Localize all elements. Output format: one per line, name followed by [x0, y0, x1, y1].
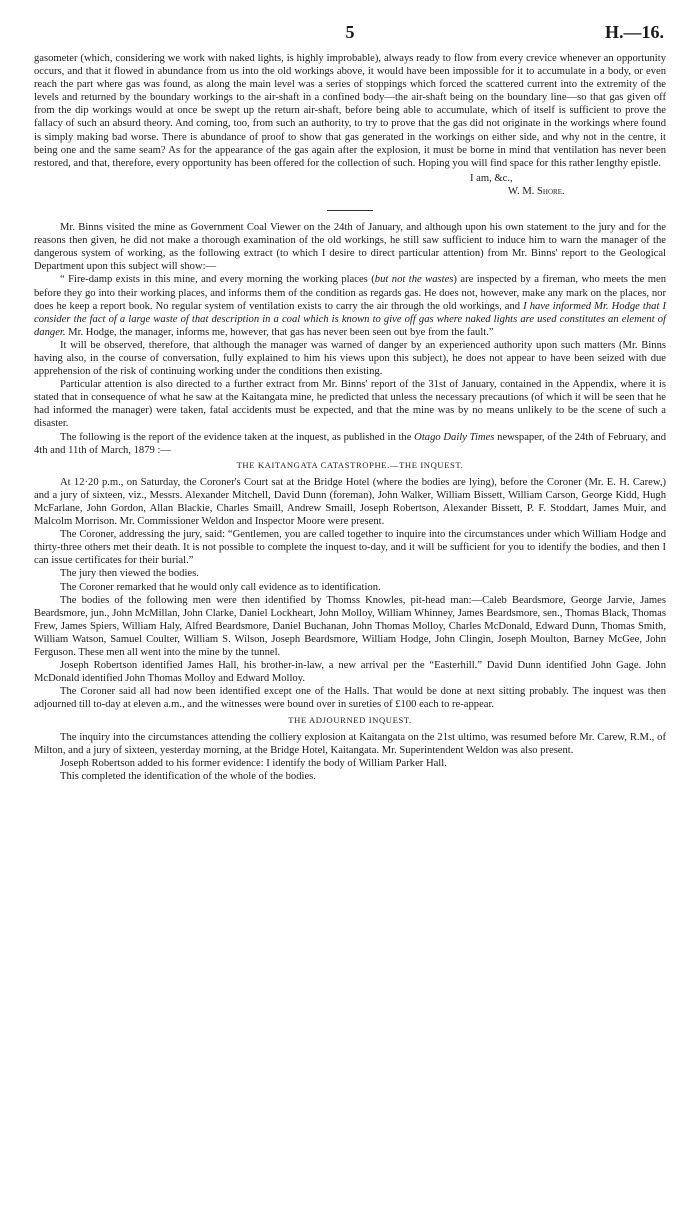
quote-text-b: ) are inspected by a fireman, who meets the men before they go into their working places, and informs them of the condition as regards gas. He does not, however, make any mark on the places, nor does he keep a report book. No regular system of ventilation exists to carry the air through the old workings, and	[34, 274, 667, 312]
newspaper-name: Otago Daily Times	[414, 431, 495, 443]
report-text-a: The following is the report of the evidence taken at the inquest, as published in the	[60, 431, 415, 443]
adjourned-paragraph: This completed the identification of the whole of the bodies.	[60, 770, 316, 782]
inquest-paragraph: The Coroner, addressing the jury, said: “Gentlemen, you are called together to inquire into the circumstances under which William Hodge and thirty-three others met their death. It is not possible to complete the inquest to-day, and it will be sufficient for you to identify the bodies, and then I can issue certificates for their burial.”	[34, 529, 666, 567]
inquest-paragraph: The jury then viewed the bodies.	[60, 568, 199, 580]
inquest-paragraph: Joseph Robertson identified James Hall, his brother-in-law, a new arrival per the “Easterhill.” David Dunn identified John Gage. John McDonald identified John Thomas Molloy and Edward Molloy.	[34, 660, 666, 685]
adjourned-paragraph: Joseph Robertson added to his former evidence: I identify the body of William Parker Hall.	[60, 757, 447, 769]
page-number: 5	[345, 22, 355, 42]
letter-closing: I am, &c.,	[470, 172, 513, 184]
quote-italic-b: I have informed Mr. Hodge that I consider the fact of a large waste of that description in a coal which is known to give off gas where naked lights are used constitutes an element of danger.	[34, 300, 666, 338]
quote-text-c: Mr. Hodge, the manager, informs me, however, that gas has never been seen out bye from the fault.”	[65, 326, 494, 338]
section-divider	[327, 210, 373, 211]
letter-signature: W. M. Shore.	[508, 185, 565, 197]
paragraph-attention: Particular attention is also directed to a further extract from Mr. Binns' report of the 31st of January, contained in the Appendix, where it is stated that in consequence of what he saw at the Kaitangata mine, he predicted that unless the necessary precautions (of which it will be seen that he had informed the manager) were taken, fatal accidents must be expected, and that the mine was by no means unlikely to be the scene of such a disaster.	[34, 379, 666, 430]
report-text-b: newspaper, of the 24th of February, and 4th and 11th of March, 1879 :—	[34, 431, 667, 456]
paragraph-binns-visit: Mr. Binns visited the mine as Government Coal Viewer on the 24th of January, and although upon his own statement to the jury and for the reasons then given, he did not make a thorough examination of the old workings, he still saw sufficient to induce him to warn the manager of the dangerous system of working, as the following extract (to which I desire to direct particular attention) from Mr. Binns' report to the Geological Department upon this subject will show:—	[34, 222, 666, 273]
inquest-paragraph: At 12·20 p.m., on Saturday, the Coroner's Court sat at the Bridge Hotel (where the bodies are lying), before the Coroner (Mr. E. H. Carew,) and a jury of sixteen, viz., Messrs. Alexander Mitchell, David Dunn (foreman), John Walker, William Bissett, William Carson, George Kidd, Hugh McFarlane, John Gordon, Allan Blackie, Charles Smaill, Andrew Smaill, Joseph Robertson, Alexander Bissett, P. F. Stoddart, James Muir, and Malcolm Morrison. Mr. Commissioner Weldon and Inspector Moore were present.	[34, 476, 666, 528]
report-code: H.—16.	[604, 22, 664, 42]
paragraph-report-intro	[34, 431, 666, 457]
adjourned-heading: THE ADJOURNED INQUEST.	[288, 714, 412, 725]
inquest-paragraph: The bodies of the following men were then identified by Thomss Knowles, pit-head man:—Caleb Beardsmore, George Jarvie, James Beardsmore, jun., John McMillan, John Clarke, Daniel Lockheart, John Molloy, William Whinney, James Beardsmore, sen., Thomas Black, Thomas Frew, James Spiers, William Haly, Alfred Beardsmore, Daniel Buchanan, John Thomas Molloy, Charles McDonald, Edward Dunn, Thomas Smith, William Watson, Samuel Coulter, William S. Wilson, Joseph Beardsmore, William Hodge, John Clingin, Joseph Moulton, Barney McGee, John Ferguson. These men all went into the mine by the tunnel.	[34, 594, 666, 659]
inquest-paragraph: The Coroner said all had now been identified except one of the Halls. That would be done at next sitting probably. The inquest was then adjourned till to-day at eleven a.m., and the witnesses were bound over in sureties of £100 each to re-appear.	[34, 686, 666, 711]
paragraph-observed: It will be observed, therefore, that although the manager was warned of danger by an experienced authority upon such matters (Mr. Binns having also, in the course of conversation, fully explained to him his views upon this subject), he does not appear to have been seized with due apprehension of the risk of continuing working under the conditions then existing.	[34, 339, 666, 378]
quote-text-a: “ Fire-damp exists in this mine, and every morning the working places (	[60, 274, 375, 286]
letter-paragraph: gasometer (which, considering we work with naked lights, is highly improbable), always ready to flow from every crevice whenever an opportunity occurs, and that it flowed in abundance from us into the old workings above, it would have been impossible for it to accumulate in a body, or even reach the part where gas was found, as along the main level was a series of stoppings which forced the scattered current into the extremity of the levels and returned by the boundary workings to the air-shaft in a confined body—the air-shaft being on the boundary line—so that gas given off from the dip workings would at once be swept up the return air-shaft, before being able to accumulate, which of itself is sufficient to prove the fallacy of such an absurd theory. And coming, too, from such an authority, to try to prove that the gas did not originate in the workings where found is simply making bad worse. There is abundance of proof to show that gas generated in the workings on either side, and why not in the centre, it being one and the same seam? As for the appearance of the gas again after the explosion, it must be borne in mind that ventilation has never been restored, and that, therefore, every opportunity has been offered for the collection of such. Hoping you will find space for this rather lengthy epistle.	[34, 53, 666, 169]
adjourned-paragraph: The inquiry into the circumstances attending the colliery explosion at Kaitangata on the 21st ultimo, was resumed before Mr. Carew, R.M., of Milton, and a jury of sixteen, yesterday morning, at the Bridge Hotel, Kaitangata. Mr. Superintendent Weldon was also present.	[34, 731, 666, 756]
quote-italic-a: but not the wastes	[374, 274, 454, 286]
inquest-paragraph: The Coroner remarked that he would only call evidence as to identification.	[60, 581, 381, 593]
quoted-report-extract	[34, 273, 666, 338]
inquest-heading: THE KAITANGATA CATASTROPHE.—THE INQUEST.	[236, 459, 464, 470]
